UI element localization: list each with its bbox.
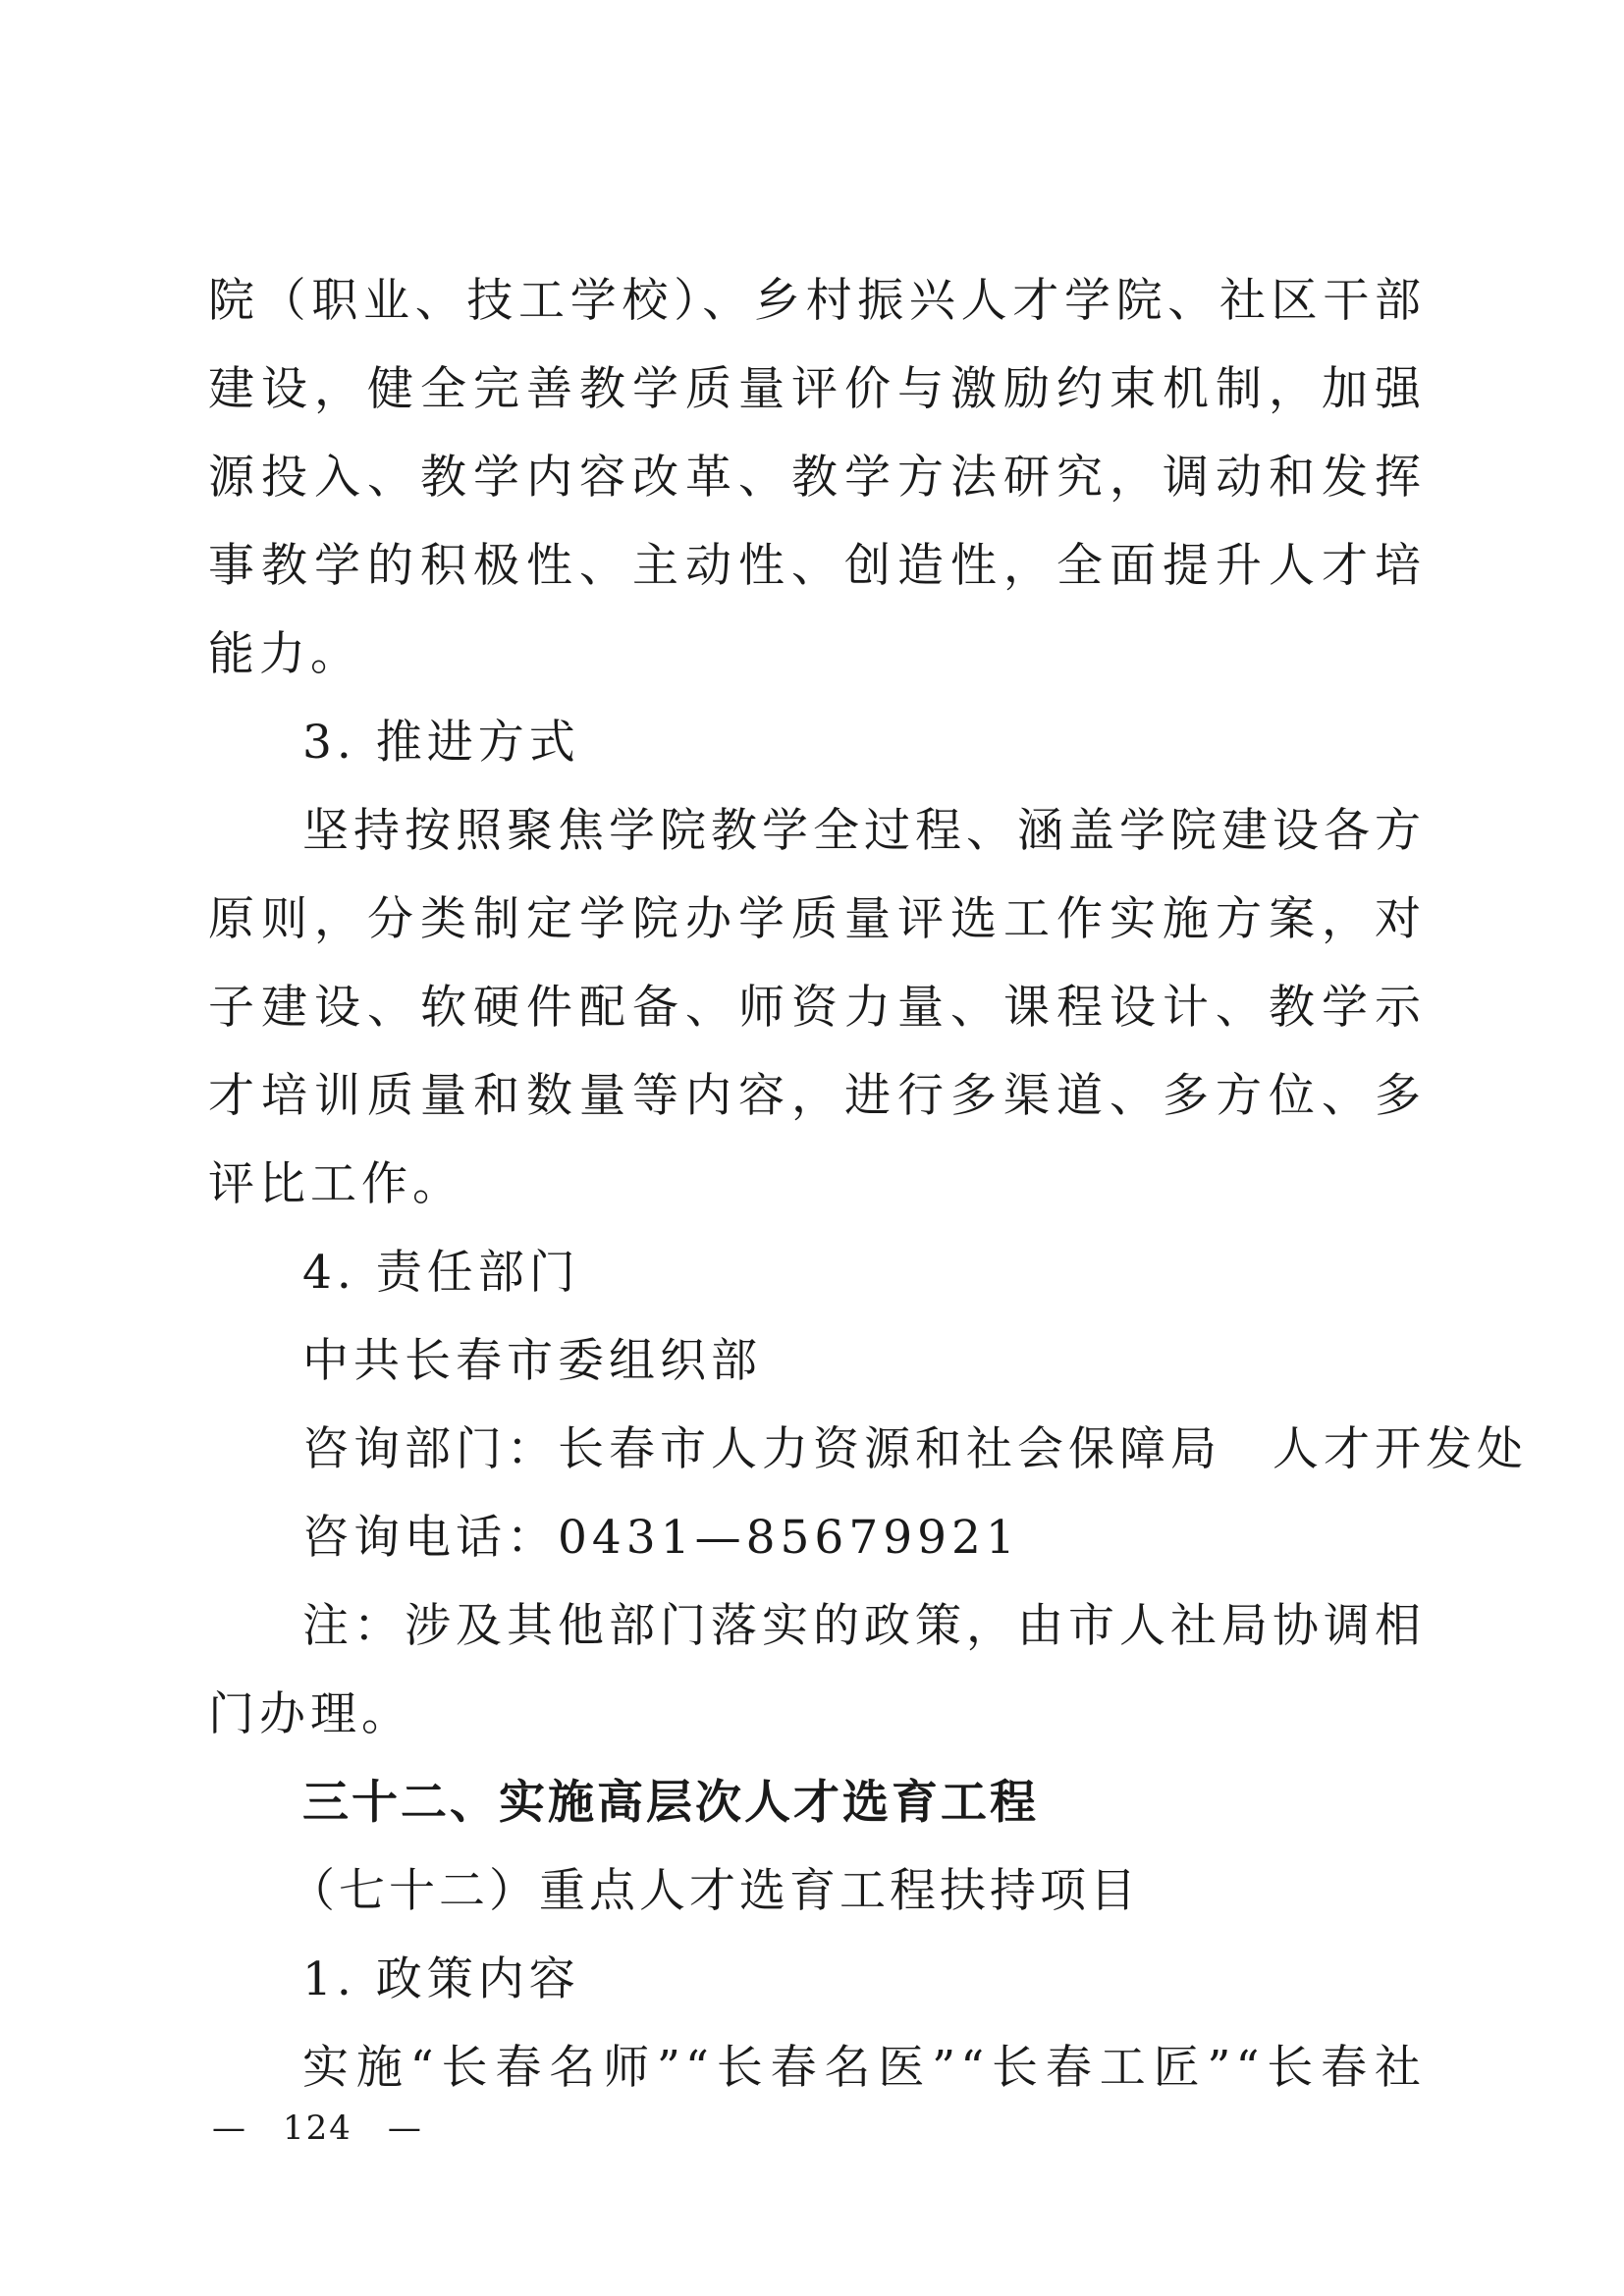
paragraph-line: 实施“长春名师”“长春名医”“长春工匠”“长春社: [302, 2041, 1426, 2095]
note-line: 门办理。: [208, 1687, 412, 1741]
paragraph-line: 子建设、软硬件配备、师资力量、课程设计、教学示: [208, 981, 1426, 1035]
paragraph-line: 评比工作。: [208, 1157, 463, 1211]
paragraph-line: 院（职业、技工学校）、乡村振兴人才学院、社区干部: [208, 274, 1426, 328]
paragraph-line: 源投入、教学内容改革、教学方法研究，调动和发挥: [208, 451, 1426, 505]
consult-department: 咨询部门：长春市人力资源和社会保障局 人才开发处: [302, 1422, 1528, 1476]
section-title-policy-content: 1. 政策内容: [302, 1952, 580, 2006]
page-number: — 124 —: [212, 2109, 423, 2148]
paragraph-line: 原则，分类制定学院办学质量评选工作实施方案，对: [208, 892, 1426, 946]
chapter-title: 三十二、实施高层次人才选育工程: [302, 1776, 1039, 1830]
section-title-promotion-method: 3. 推进方式: [302, 716, 580, 770]
item-title: （七十二）重点人才选育工程扶持项目: [289, 1864, 1140, 1918]
responsible-department: 中共长春市委组织部: [302, 1334, 762, 1388]
paragraph-line: 事教学的积极性、主动性、创造性，全面提升人才培: [208, 539, 1426, 593]
paragraph-line: 能力。: [208, 627, 361, 681]
paragraph-line: 建设，健全完善教学质量评价与激励约束机制，加强: [208, 362, 1426, 416]
paragraph-line: 才培训质量和数量等内容，进行多渠道、多方位、多: [208, 1069, 1426, 1123]
section-title-responsible-department: 4. 责任部门: [302, 1246, 580, 1300]
note-line: 注：涉及其他部门落实的政策，由市人社局协调相: [302, 1599, 1426, 1653]
paragraph-line: 坚持按照聚焦学院教学全过程、涵盖学院建设各方: [302, 804, 1426, 858]
consult-phone: 咨询电话：0431—85679921: [302, 1511, 1020, 1565]
